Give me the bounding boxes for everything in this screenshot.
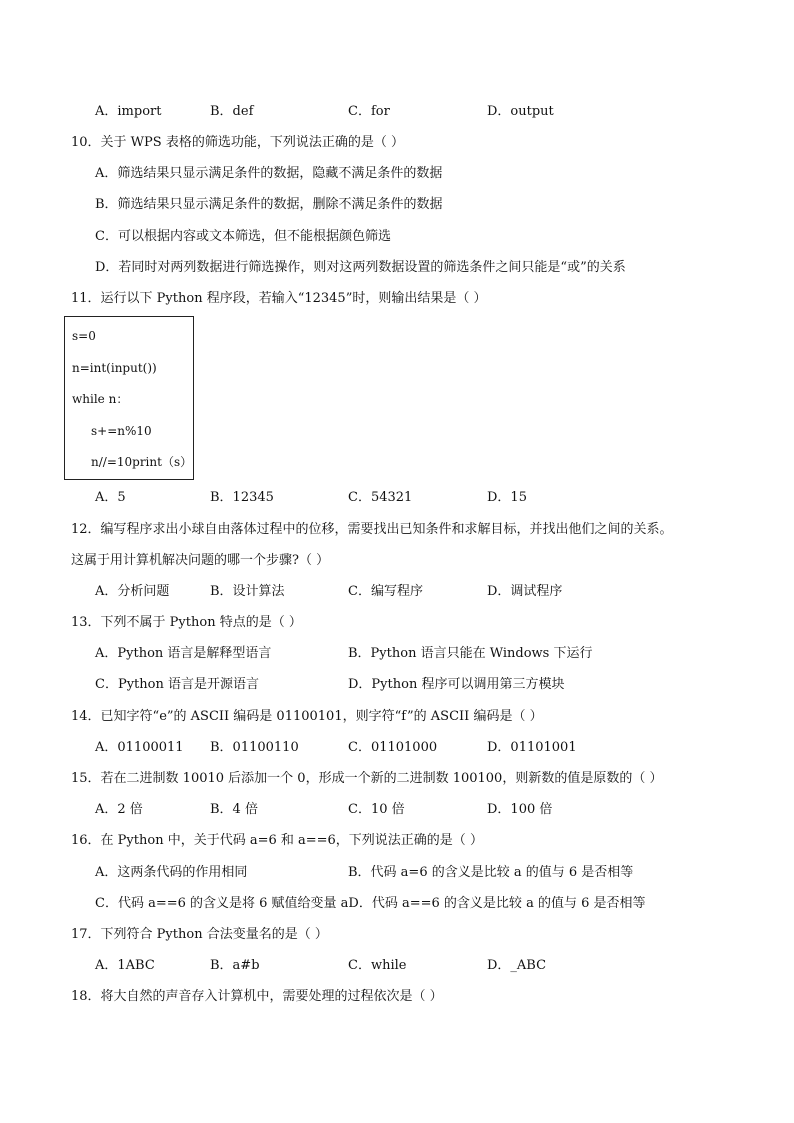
q9-option-d: D．output <box>487 104 554 119</box>
q12-option-d: D．调试程序 <box>487 584 563 599</box>
q15-option-d: D．100 倍 <box>487 802 553 817</box>
q15-option-a: A．2 倍 <box>95 802 143 817</box>
code-box <box>64 316 194 480</box>
code-line-1: s=0 <box>72 329 96 343</box>
q17-option-a: A．1ABC <box>95 958 155 973</box>
q10-stem: 10．关于 WPS 表格的筛选功能，下列说法正确的是（ ） <box>71 135 404 150</box>
q16-option-a: A．这两条代码的作用相同 <box>95 865 248 880</box>
q16-option-b: B．代码 a=6 的含义是比较 a 的值与 6 是否相等 <box>348 865 634 880</box>
q17-stem: 17．下列符合 Python 合法变量名的是（ ） <box>71 927 328 942</box>
q9-option-b: B．def <box>210 104 254 119</box>
q14-option-b: B．01100110 <box>210 740 299 755</box>
q14-option-c: C．01101000 <box>348 740 438 755</box>
q11-option-b: B．12345 <box>210 490 274 505</box>
q11-option-a: A．5 <box>95 490 126 505</box>
q14-option-d: D．01101001 <box>487 740 577 755</box>
q13-option-b: B．Python 语言只能在 Windows 下运行 <box>348 646 593 661</box>
q11-stem: 11．运行以下 Python 程序段，若输入“12345”时，则输出结果是（ ） <box>71 291 487 306</box>
q15-option-c: C．10 倍 <box>348 802 405 817</box>
q17-option-b: B．a#b <box>210 958 260 973</box>
code-line-3: while n： <box>72 392 129 406</box>
q14-stem: 14．已知字符“e”的 ASCII 编码是 01100101，则字符“f”的 ASCII 编码是（ ） <box>71 709 543 724</box>
q10-option-a: A．筛选结果只显示满足条件的数据，隐藏不满足条件的数据 <box>95 166 443 181</box>
q12-option-c: C．编写程序 <box>348 584 423 599</box>
q9-option-a: A．import <box>95 104 162 119</box>
q12-option-b: B．设计算法 <box>210 584 285 599</box>
q13-option-a: A．Python 语言是解释型语言 <box>95 646 272 661</box>
q17-option-c: C．while <box>348 958 407 973</box>
q12-option-a: A．分析问题 <box>95 584 170 599</box>
q11-option-c: C．54321 <box>348 490 413 505</box>
code-line-2: n=int(input()) <box>72 361 157 375</box>
q18-stem: 18．将大自然的声音存入计算机中，需要处理的过程依次是（ ） <box>71 989 443 1004</box>
q13-stem: 13．下列不属于 Python 特点的是（ ） <box>71 615 302 630</box>
q13-option-c: C．Python 语言是开源语言 <box>95 677 259 692</box>
q13-option-d: D．Python 程序可以调用第三方模块 <box>348 677 565 692</box>
q17-option-d: D．_ABC <box>487 958 547 973</box>
q16-stem: 16．在 Python 中，关于代码 a=6 和 a==6，下列说法正确的是（ ） <box>71 833 483 848</box>
q16-option-c-d: C．代码 a==6 的含义是将 6 赋值给变量 aD．代码 a==6 的含义是比较 a 的值与 6 是否相等 <box>95 896 646 911</box>
q11-option-d: D．15 <box>487 490 527 505</box>
q9-option-c: C．for <box>348 104 390 119</box>
q12-stem-line-2: 这属于用计算机解决问题的哪一个步骤?（ ） <box>71 553 330 568</box>
code-line-5: n//=10print（s） <box>91 455 193 469</box>
q10-option-b: B．筛选结果只显示满足条件的数据，删除不满足条件的数据 <box>95 197 443 212</box>
q15-option-b: B．4 倍 <box>210 802 258 817</box>
q15-stem: 15．若在二进制数 10010 后添加一个 0，形成一个新的二进制数 100100，则新数的值是原数的（ ） <box>71 771 663 786</box>
q12-stem-line-1: 12．编写程序求出小球自由落体过程中的位移，需要找出已知条件和求解目标，并找出他们之间的关系。 <box>71 522 673 537</box>
code-line-4: s+=n%10 <box>91 424 152 438</box>
q10-option-c: C．可以根据内容或文本筛选，但不能根据颜色筛选 <box>95 229 391 244</box>
q14-option-a: A．01100011 <box>95 740 184 755</box>
q10-option-d: D．若同时对两列数据进行筛选操作，则对这两列数据设置的筛选条件之间只能是“或”的关系 <box>95 260 626 275</box>
